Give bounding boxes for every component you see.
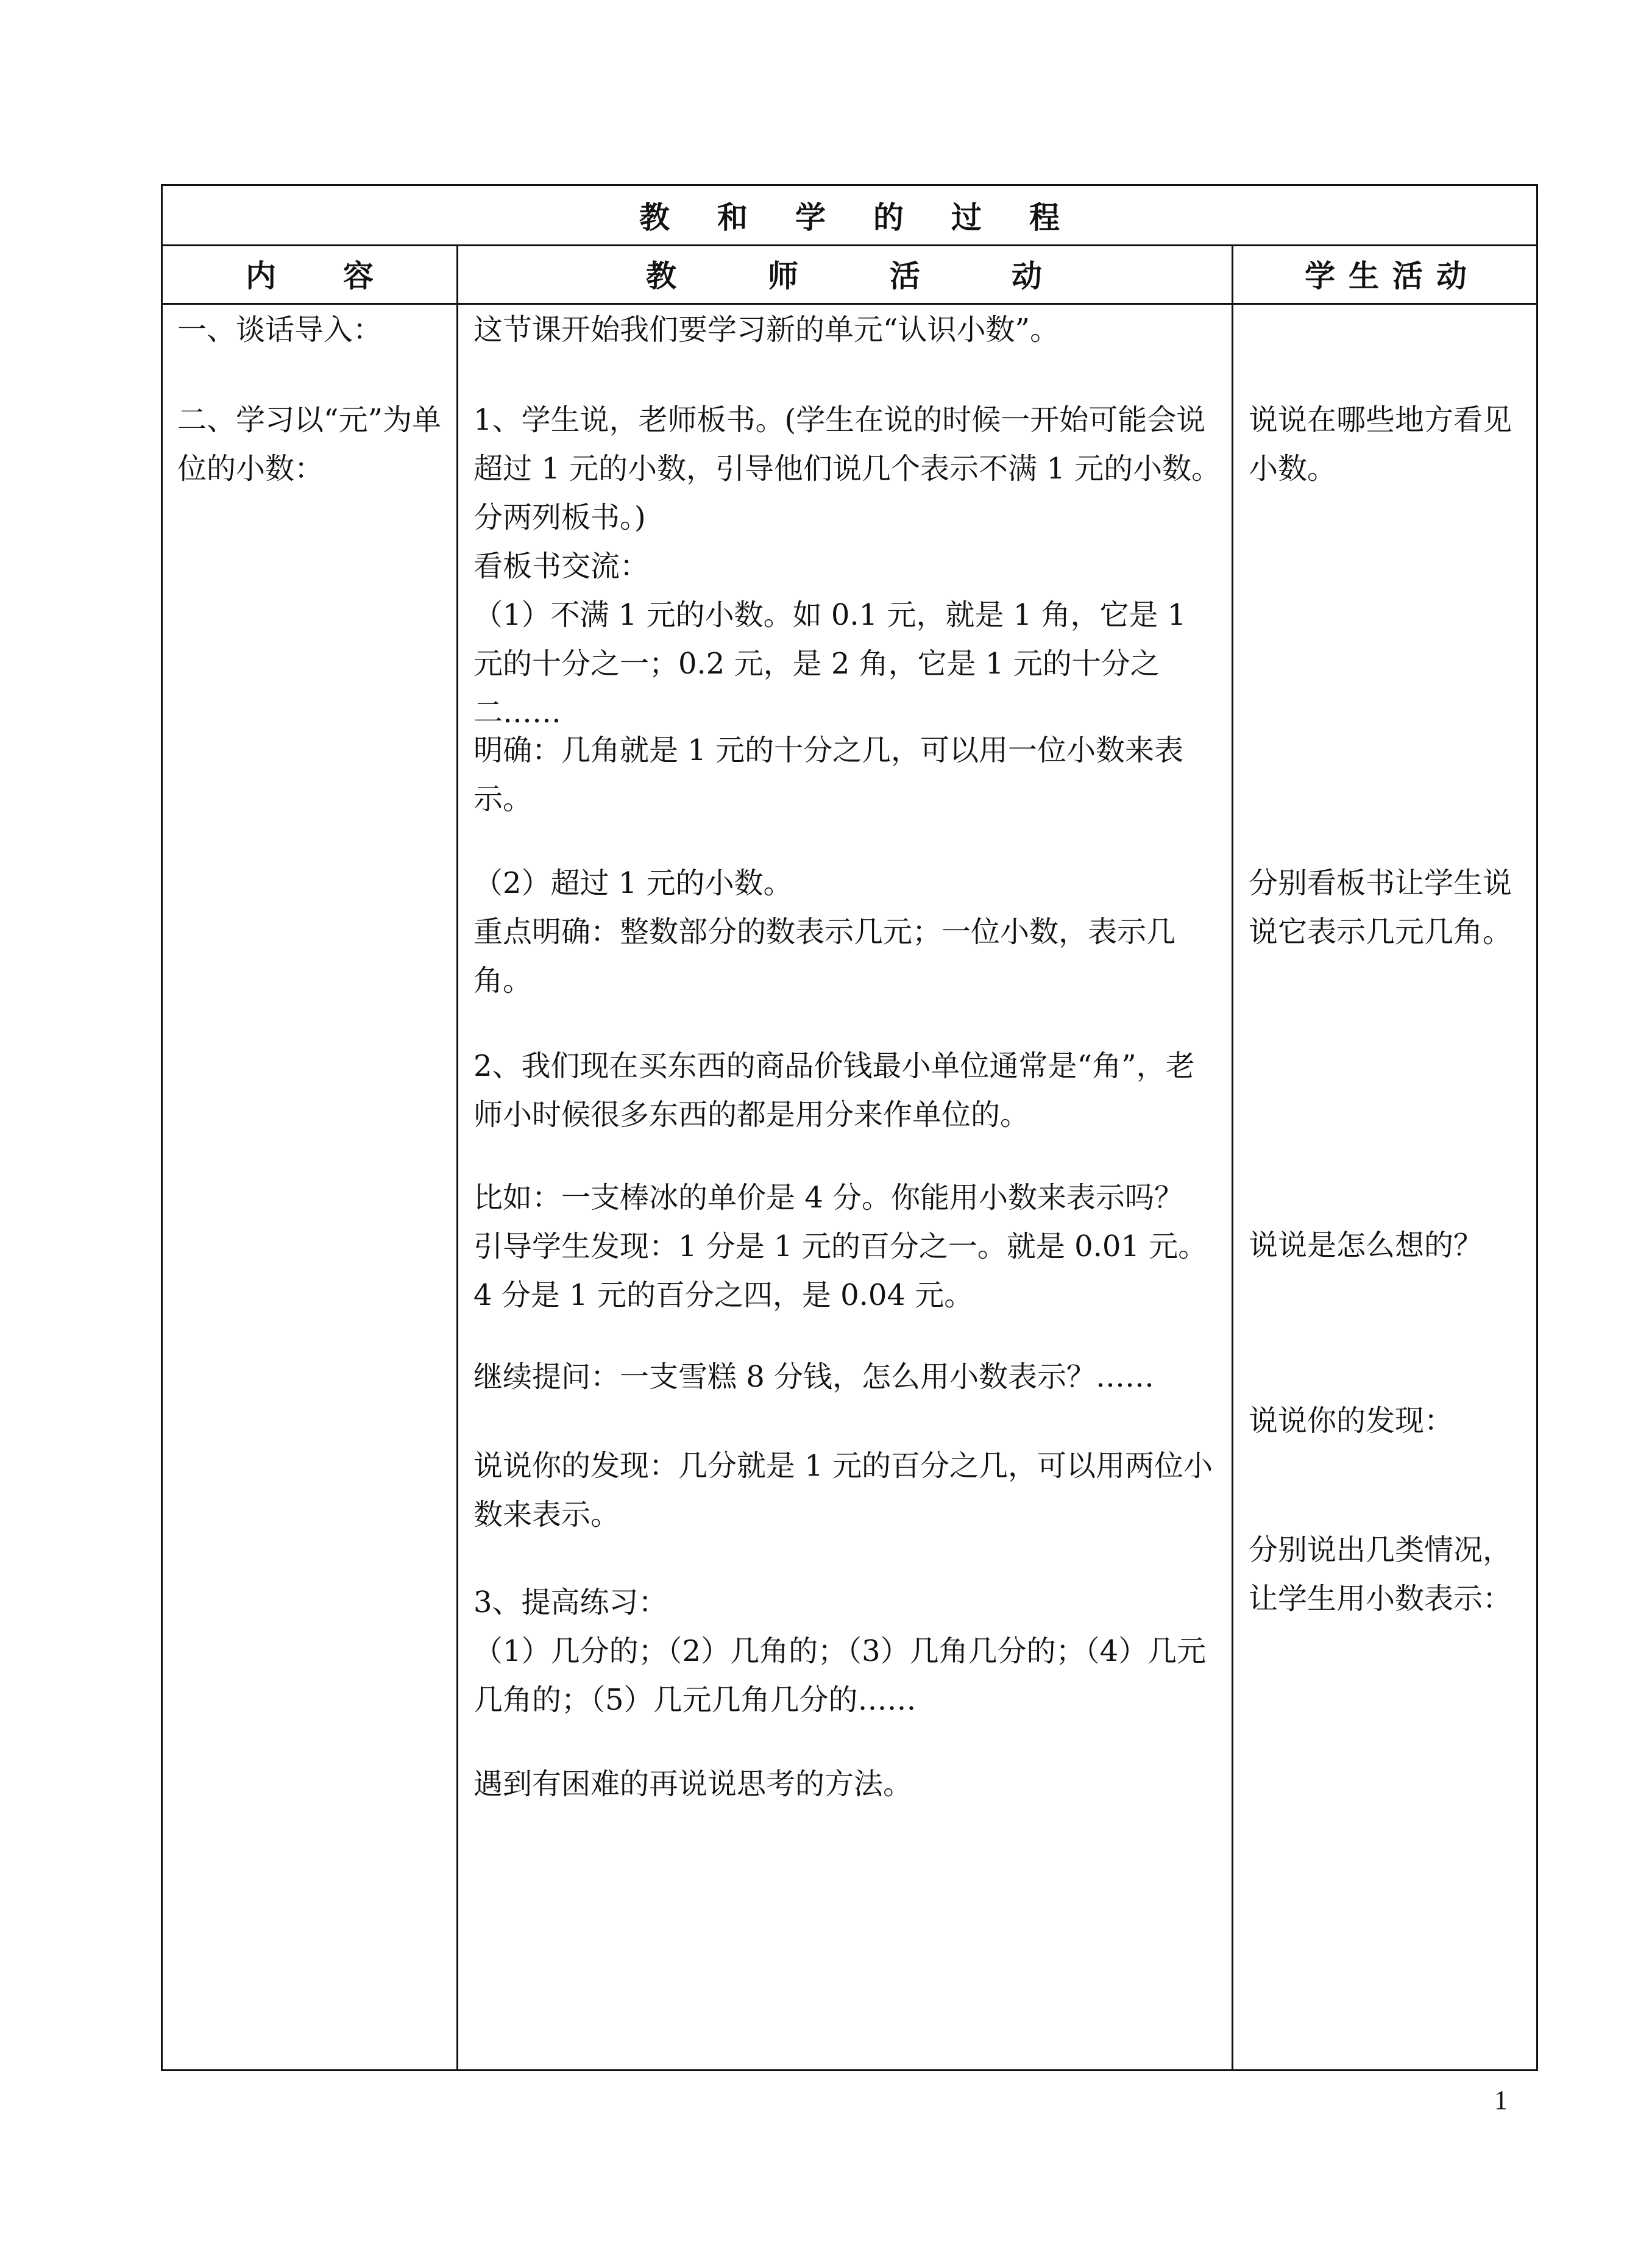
teacher-para: 2、我们现在买东西的商品价钱最小单位通常是“角”，老师小时候很多东西的都是用分来作单位的。 <box>473 1049 1195 1132</box>
teacher-para: 明确：几角就是 1 元的十分之几，可以用一位小数来表示。 <box>473 733 1184 816</box>
header-teacher-activity: 教师活动 <box>646 258 1133 294</box>
student-para: 说说你的发现： <box>1249 1404 1454 1438</box>
teacher-para: 1、学生说，老师板书。(学生在说的时候一开始可能会说超过 1 元的小数，引导他们说几个表示不满 1 元的小数。分两列板书。) 看板书交流： （1）不满 1 元的小数。如 0.1 元，就是 1 角，它是 1 元的十分之一；0.2 元，是 2 角，它是 1 元的十分之二…… <box>473 403 1221 730</box>
teacher-para: 这节课开始我们要学习新的单元“认识小数”。 <box>473 313 1060 347</box>
student-para: 说说是怎么想的？ <box>1249 1228 1483 1262</box>
page-number: 1 <box>1494 2085 1508 2115</box>
student-column <box>1232 303 1540 2069</box>
teacher-column <box>456 303 1232 2069</box>
header-student-activity: 学生活动 <box>1305 258 1480 294</box>
teacher-para: 3、提高练习： （1）几分的；（2）几角的；（3）几角几分的；（4）几元几角的；（5）几元几角几分的…… <box>473 1585 1207 1717</box>
table-title: 教和学的过程 <box>639 199 1107 235</box>
teacher-para: 比如：一支棒冰的单价是 4 分。你能用小数来表示吗？ 引导学生发现：1 分是 1 元的百分之一。就是 0.01 元。 4 分是 1 元的百分之四，是 0.04 元。 <box>473 1181 1208 1312</box>
student-para: 说说在哪些地方看见小数。 <box>1249 403 1512 486</box>
teacher-para: 说说你的发现：几分就是 1 元的百分之几，可以用两位小数来表示。 <box>473 1449 1213 1532</box>
header-content: 内容 <box>246 258 441 294</box>
teacher-para: 遇到有困难的再说说思考的方法。 <box>473 1767 913 1801</box>
teacher-para: 继续提问：一支雪糕 8 分钱，怎么用小数表示？…… <box>473 1360 1155 1394</box>
student-para: 分别说出几类情况，让学生用小数表示： <box>1249 1533 1512 1616</box>
section-intro: 一、谈话导入： <box>177 313 383 347</box>
content-column <box>163 303 456 2069</box>
teacher-para: （2）超过 1 元的小数。 重点明确：整数部分的数表示几元；一位小数，表示几角。 <box>473 866 1176 998</box>
student-para: 分别看板书让学生说说它表示几元几角。 <box>1249 866 1512 949</box>
section-yuan-decimals: 二、学习以“元”为单位的小数： <box>177 403 442 486</box>
lesson-process-table <box>161 184 1538 2071</box>
